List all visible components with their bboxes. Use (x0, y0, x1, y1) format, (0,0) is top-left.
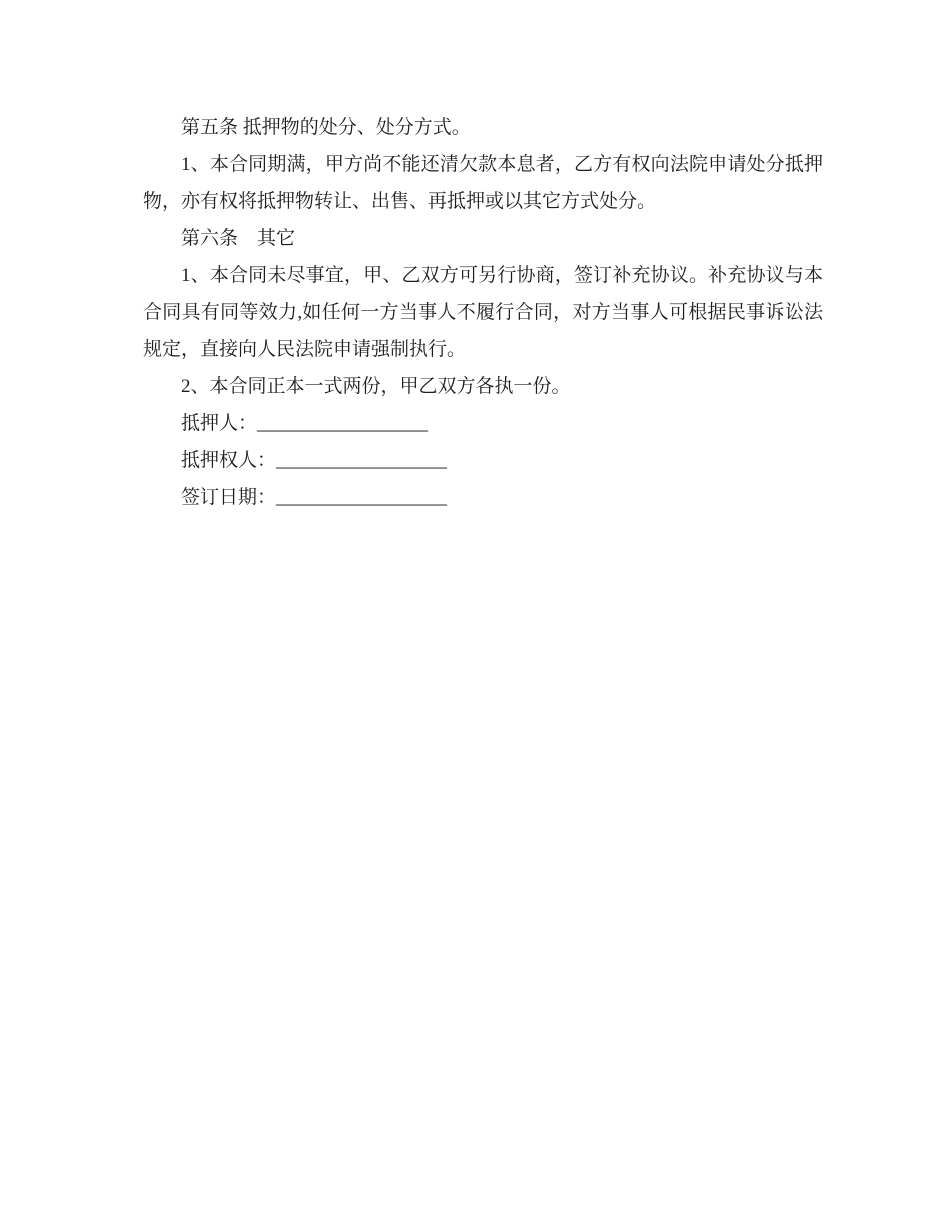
mortgagee-blank-line: __________________ (276, 450, 448, 471)
signing-date-label: 签订日期： (181, 487, 277, 508)
signing-date-blank-line: __________________ (276, 487, 448, 508)
clause-5-item-1: 1、本合同期满，甲方尚不能还清欠款本息者，乙方有权向法院申请处分抵押物，亦有权将抵押物转让、出售、再抵押或以其它方式处分。 (143, 154, 823, 212)
clause-5-heading: 第五条 抵押物的处分、处分方式。 (181, 117, 471, 138)
mortgagor-blank-line: __________________ (257, 413, 429, 434)
clause-6-item-2: 2、本合同正本一式两份，甲乙双方各执一份。 (181, 376, 571, 397)
mortgagor-label: 抵押人： (181, 413, 258, 434)
clause-6-item-1: 1、本合同未尽事宜，甲、乙双方可另行协商，签订补充协议。补充协议与本合同具有同等效力,如任何一方当事人不履行合同，对方当事人可根据民事诉讼法规定，直接向人民法院申请强制执行。 (143, 265, 823, 360)
mortgagor-signature-line (143, 405, 823, 442)
mortgagee-label: 抵押权人： (181, 450, 277, 471)
signing-date-line (143, 479, 823, 516)
mortgagee-signature-line (143, 442, 823, 479)
contract-body (143, 109, 823, 516)
clause-6-heading: 第六条 其它 (181, 228, 296, 249)
